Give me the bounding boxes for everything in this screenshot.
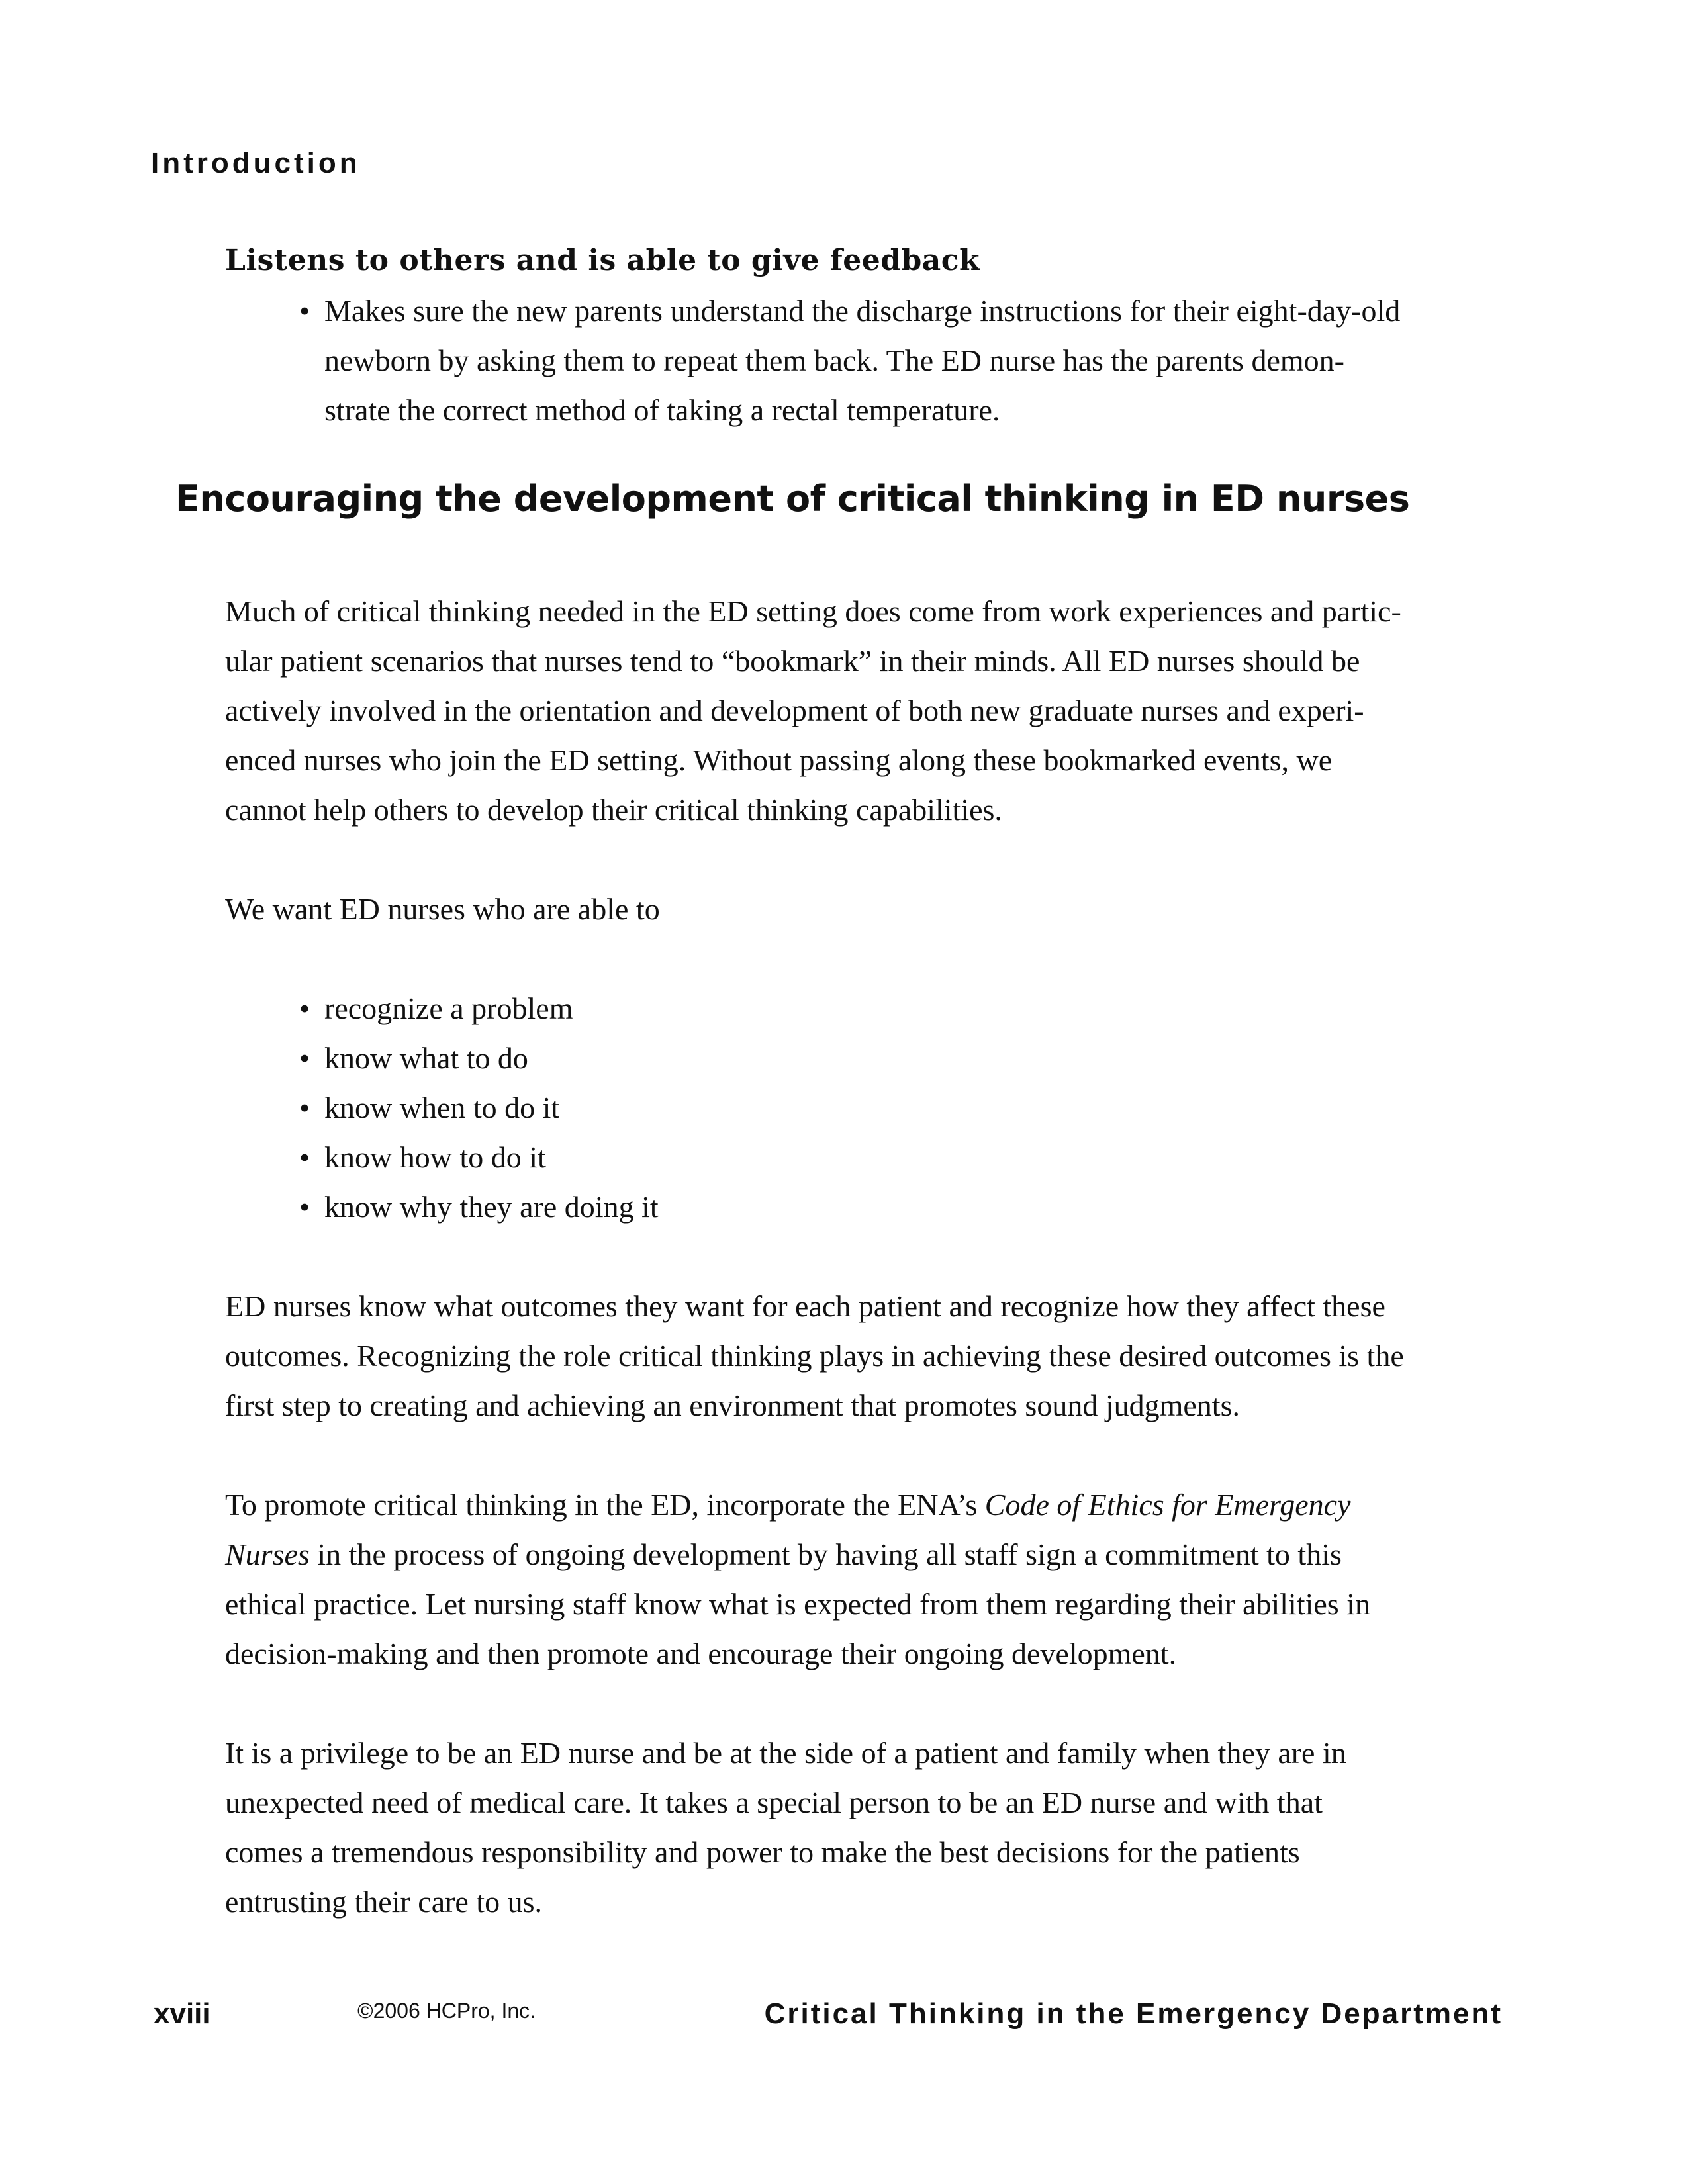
paragraph-line: decision-making and then promote and encourage their ongoing development. [225, 1637, 1177, 1670]
paragraph-line: ular patient scenarios that nurses tend to “bookmark” in their minds. All ED nurses should be [225, 644, 1360, 678]
list-item [299, 1132, 659, 1182]
code-of-ethics-title-cont: Nurses [225, 1537, 310, 1571]
bullet-icon: • [299, 1091, 310, 1124]
bullet-icon: • [299, 1190, 310, 1224]
abilities-list [299, 983, 659, 1232]
subsection-heading: Listens to others and is able to give feedback [225, 244, 980, 277]
list-item [299, 983, 659, 1033]
list-item-text: recognize a problem [324, 991, 573, 1025]
paragraph-line: in the process of ongoing development by having all staff sign a commitment to this [309, 1537, 1342, 1571]
paragraph-line: first step to creating and achieving an environment that promotes sound judgments. [225, 1388, 1240, 1422]
bullet-line: Makes sure the new parents understand the discharge instructions for their eight-day-old [324, 294, 1401, 328]
list-item-text: know what to do [324, 1041, 528, 1075]
paragraph-outcomes [225, 1281, 1523, 1430]
paragraph-line: To promote critical thinking in the ED, incorporate the ENA’s [225, 1488, 985, 1522]
paragraph-privilege [225, 1728, 1523, 1927]
paragraph-line: actively involved in the orientation and development of both new graduate nurses and experi- [225, 694, 1364, 727]
running-head: Introduction [151, 147, 361, 179]
list-item [299, 1033, 659, 1083]
paragraph-line: It is a privilege to be an ED nurse and be at the side of a patient and family when they are in [225, 1736, 1346, 1770]
feedback-bullet [299, 286, 1524, 435]
bullet-icon: • [299, 294, 310, 328]
section-heading: Encouraging the development of critical thinking in ED nurses [175, 478, 1410, 520]
paragraph-line: comes a tremendous responsibility and power to make the best decisions for the patients [225, 1835, 1300, 1869]
book-title: Critical Thinking in the Emergency Department [764, 1997, 1503, 2030]
paragraph-line: Much of critical thinking needed in the ED setting does come from work experiences and partic- [225, 594, 1401, 628]
list-item-text: know why they are doing it [324, 1190, 659, 1224]
paragraph-line: outcomes. Recognizing the role critical thinking plays in achieving these desired outcomes is the [225, 1339, 1404, 1373]
paragraph-line: enced nurses who join the ED setting. Without passing along these bookmarked events, we [225, 743, 1333, 777]
bullet-icon: • [299, 1041, 310, 1075]
bullet-line: strate the correct method of taking a rectal temperature. [324, 393, 1000, 427]
paragraph-line: cannot help others to develop their critical thinking capabilities. [225, 793, 1002, 827]
paragraph-line: entrusting their care to us. [225, 1885, 543, 1919]
list-item-text: know how to do it [324, 1140, 546, 1174]
paragraph-line: unexpected need of medical care. It takes a special person to be an ED nurse and with that [225, 1786, 1323, 1819]
bullet-line: newborn by asking them to repeat them back. The ED nurse has the parents demon- [324, 343, 1344, 377]
list-item-text: know when to do it [324, 1091, 560, 1124]
paragraph-line: ethical practice. Let nursing staff know what is expected from them regarding their abilities in [225, 1587, 1370, 1621]
bullet-icon: • [299, 1140, 310, 1174]
bullet-item [299, 286, 1524, 435]
paragraph-intro-list: We want ED nurses who are able to [225, 892, 660, 926]
bullet-icon: • [299, 991, 310, 1025]
paragraph-bookmark [225, 586, 1523, 835]
copyright-notice: ©2006 HCPro, Inc. [357, 1999, 536, 2023]
paragraph-line: ED nurses know what outcomes they want for each patient and recognize how they affect these [225, 1289, 1385, 1323]
list-item [299, 1182, 659, 1232]
code-of-ethics-title: Code of Ethics for Emergency [984, 1488, 1351, 1522]
paragraph-ethics [225, 1480, 1523, 1678]
list-item [299, 1083, 659, 1132]
page-number: xviii [154, 1997, 211, 2030]
